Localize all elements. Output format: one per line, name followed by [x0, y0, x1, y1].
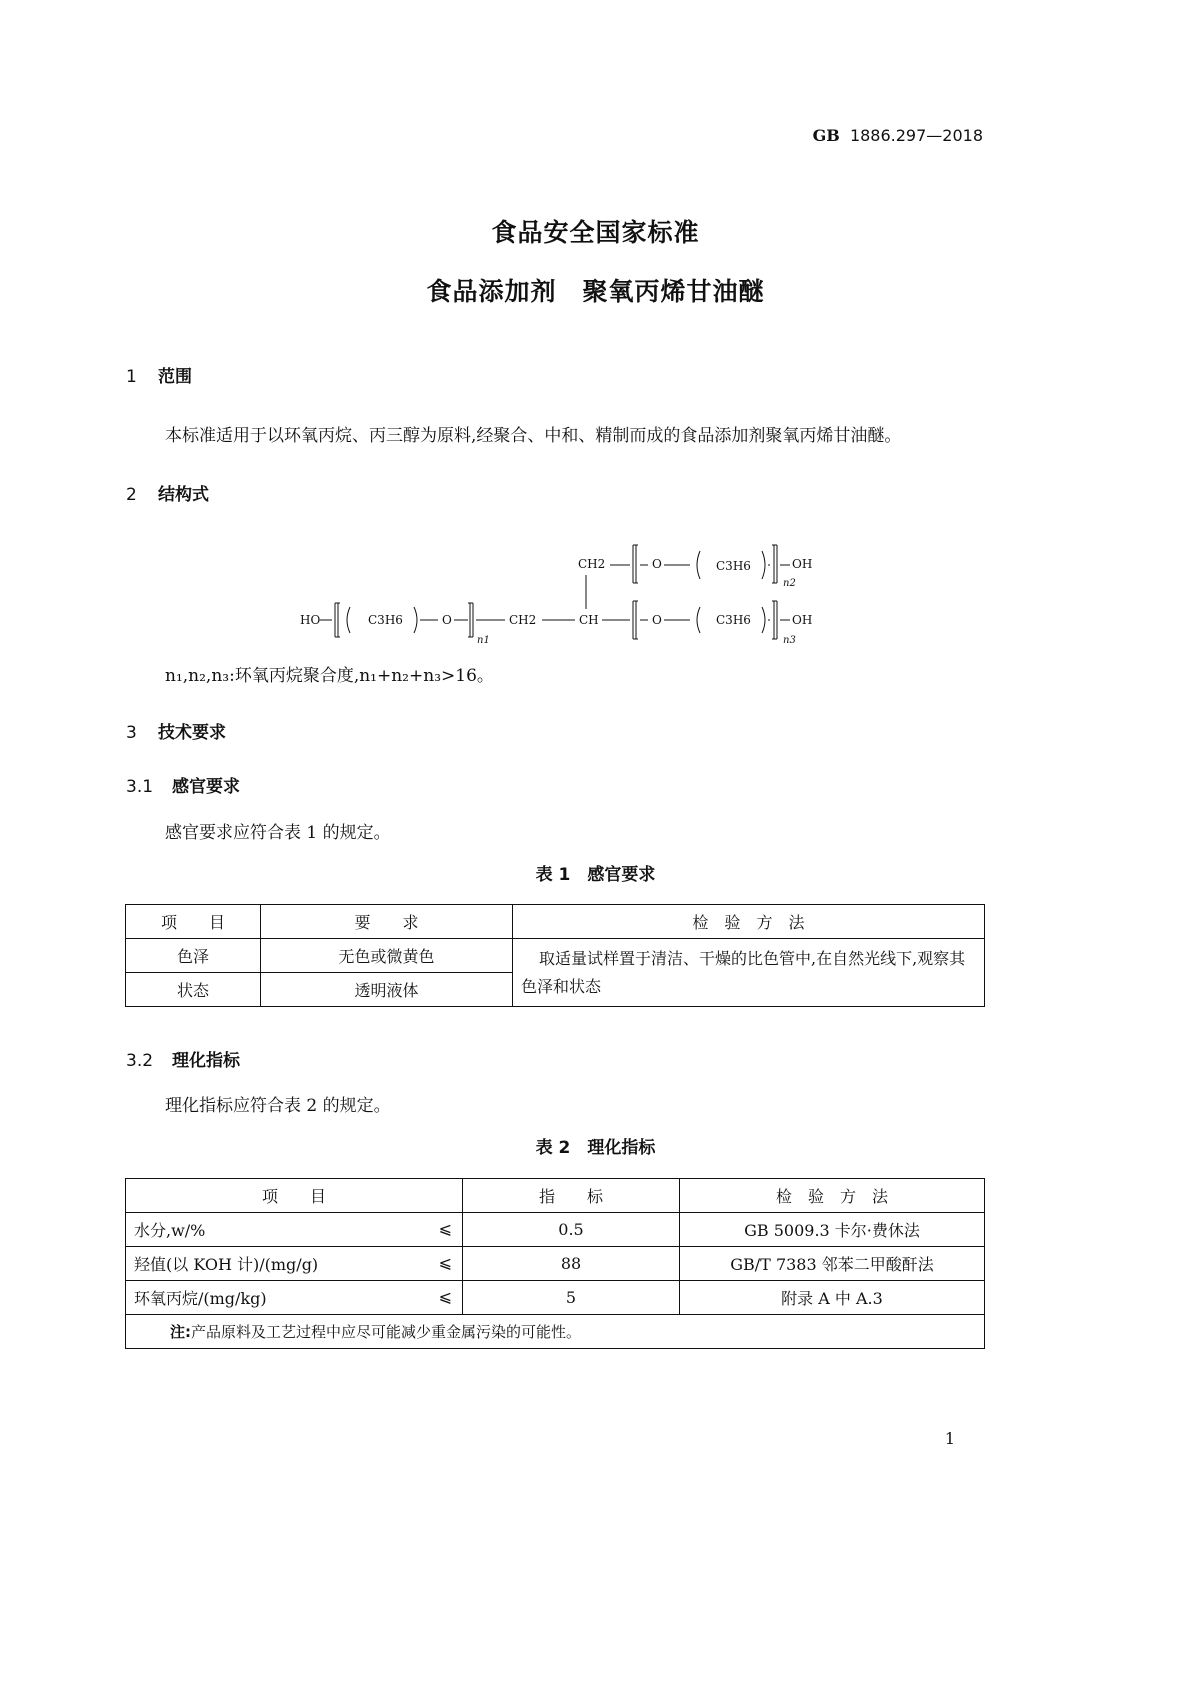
- formula-o-left: O: [442, 613, 452, 627]
- table-header-cell: 指 标: [463, 1179, 680, 1213]
- formula-c3h6-left: C3H6: [368, 613, 403, 627]
- table-cell-item: 状态: [126, 973, 261, 1007]
- table-header-row: [126, 905, 985, 939]
- table-cell-method: GB 5009.3 卡尔·费休法: [680, 1213, 985, 1247]
- document-title: 食品安全国家标准: [491, 218, 700, 247]
- table-cell-value: 5: [463, 1281, 680, 1315]
- formula-oh-top: OH: [792, 557, 813, 571]
- standard-code: [813, 126, 983, 145]
- section-3-2-text: 理化指标应符合表 2 的规定。: [165, 1096, 391, 1116]
- table-cell-requirement: 透明液体: [261, 973, 513, 1007]
- section-number: 1: [126, 367, 137, 387]
- table-2: [125, 1178, 985, 1349]
- section-title: 理化指标: [172, 1051, 240, 1071]
- section-title: 技术要求: [158, 723, 226, 743]
- formula-ho: HO: [300, 613, 321, 627]
- section-3-heading: [126, 718, 226, 743]
- table-row: [126, 1247, 985, 1281]
- table-cell-method: 取适量试样置于清洁、干燥的比色管中,在自然光线下,观察其色泽和状态: [513, 939, 985, 1007]
- table-row: [126, 939, 985, 973]
- table-cell-value: 0.5: [463, 1213, 680, 1247]
- section-3-2-heading: [126, 1046, 240, 1071]
- table-row: [126, 1281, 985, 1315]
- table-note-row: [126, 1315, 985, 1349]
- less-equal-symbol: ⩽: [438, 1253, 452, 1272]
- table-cell-item: 色泽: [126, 939, 261, 973]
- standard-prefix: GB: [812, 126, 840, 145]
- table-cell-item: [126, 1281, 463, 1315]
- table-1: [125, 904, 985, 1007]
- table-cell-method: 附录 A 中 A.3: [680, 1281, 985, 1315]
- section-1-text: 本标准适用于以环氧丙烷、丙三醇为原料,经聚合、中和、精制而成的食品添加剂聚氧丙烯甘油醚。: [165, 426, 902, 446]
- section-number: 2: [126, 485, 137, 505]
- formula-note: n₁,n₂,n₃:环氧丙烷聚合度,n₁+n₂+n₃>16。: [165, 666, 494, 686]
- formula-c3h6-bottom: C3H6: [716, 613, 751, 627]
- section-number: 3.1: [126, 777, 154, 797]
- section-3-1-heading: [126, 772, 240, 797]
- note-label: 注:: [170, 1323, 191, 1341]
- structural-formula: [280, 535, 840, 660]
- item-label: 羟值(以 KOH 计)/(mg/g): [134, 1255, 319, 1274]
- section-number: 3.2: [126, 1051, 154, 1071]
- section-title: 结构式: [158, 485, 209, 505]
- formula-n1: n1: [477, 635, 490, 646]
- item-label: 环氧丙烷/(mg/kg): [134, 1289, 267, 1308]
- formula-oh-bottom: OH: [792, 613, 813, 627]
- table-note: [126, 1315, 985, 1349]
- section-number: 3: [126, 723, 137, 743]
- section-1-heading: [126, 362, 192, 387]
- formula-n2: n2: [783, 578, 796, 589]
- table-header-cell: 项 目: [126, 1179, 463, 1213]
- table-cell-item: [126, 1247, 463, 1281]
- formula-ch: CH: [579, 613, 599, 627]
- document-subtitle: 食品添加剂 聚氧丙烯甘油醚: [426, 277, 765, 306]
- table-2-caption: 表 2 理化指标: [535, 1138, 656, 1158]
- table-header-cell: 检 验 方 法: [513, 905, 985, 939]
- table-header-cell: 要 求: [261, 905, 513, 939]
- table-cell-requirement: 无色或微黄色: [261, 939, 513, 973]
- formula-c3h6-top: C3H6: [716, 559, 751, 573]
- note-text: 产品原料及工艺过程中应尽可能减少重金属污染的可能性。: [191, 1323, 582, 1341]
- table-cell-method: GB/T 7383 邻苯二甲酸酐法: [680, 1247, 985, 1281]
- less-equal-symbol: ⩽: [438, 1219, 452, 1238]
- table-header-cell: 检 验 方 法: [680, 1179, 985, 1213]
- table-row: [126, 1213, 985, 1247]
- section-title: 范围: [158, 367, 192, 387]
- table-1-caption: 表 1 感官要求: [535, 865, 656, 885]
- table-cell-item: [126, 1213, 463, 1247]
- table-cell-value: 88: [463, 1247, 680, 1281]
- formula-n3: n3: [783, 635, 796, 646]
- formula-ch2-top: CH2: [578, 557, 606, 571]
- table-header-cell: 项 目: [126, 905, 261, 939]
- section-2-heading: [126, 480, 209, 505]
- formula-ch2-mid: CH2: [509, 613, 537, 627]
- standard-number: 1886.297—2018: [849, 126, 983, 145]
- section-title: 感官要求: [172, 777, 240, 797]
- formula-o-bottom: O: [652, 613, 662, 627]
- table-header-row: [126, 1179, 985, 1213]
- less-equal-symbol: ⩽: [438, 1287, 452, 1306]
- formula-o-top: O: [652, 557, 662, 571]
- page-number: 1: [944, 1429, 955, 1448]
- section-3-1-text: 感官要求应符合表 1 的规定。: [165, 823, 391, 843]
- item-label: 水分,w/%: [134, 1221, 206, 1240]
